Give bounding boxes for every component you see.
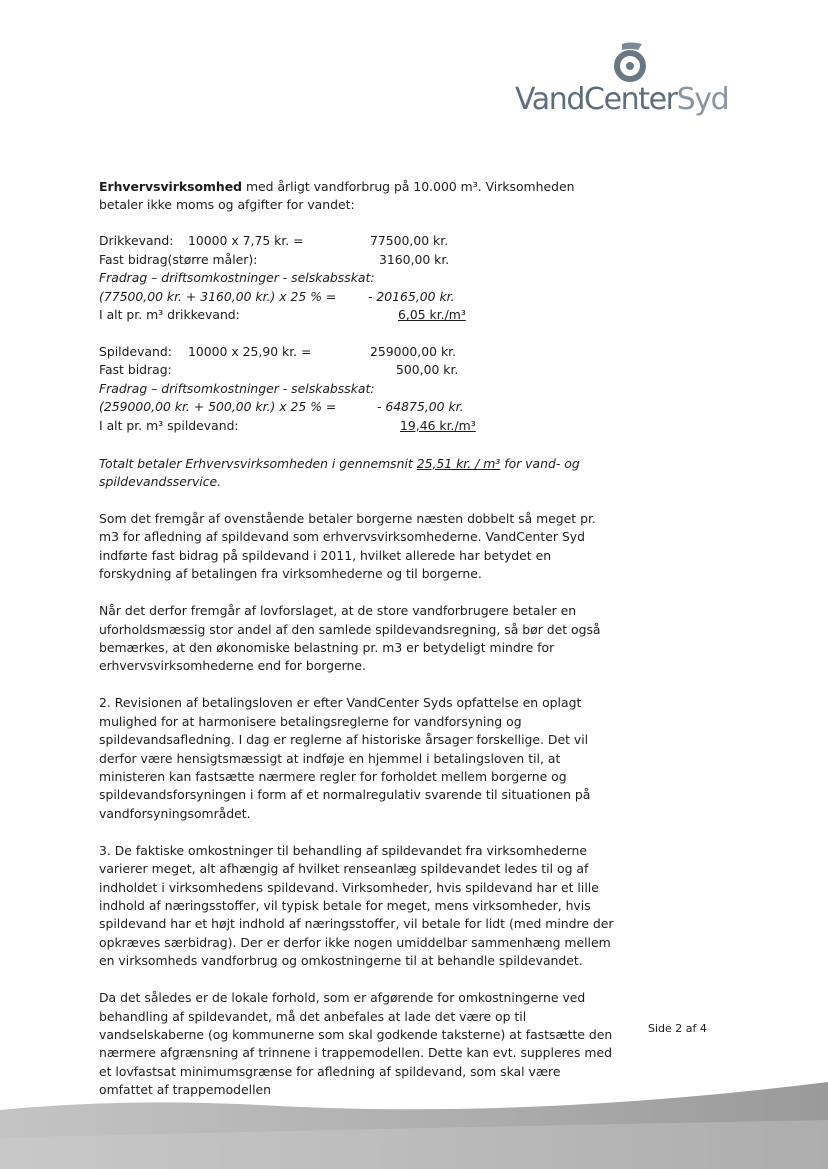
body-paragraph: Da det således er de lokale forhold, som er afgørende for omkostningerne ved behandling af spildevandet, må det anbefales at lade det være op til vandselskaberne (og kommunerne som skal godkende taksterne) at fastsætte den nærmere afgrænsning af trinnene i trappemodellen. Dette kan evt. suppleres med et lovfastsat minimumsgrænse for afledning af spildevand, som skal være omfattet af trappemodellen [99,990,613,1098]
body-paragraph: Når det derfor fremgår af lovforslaget, at de store vandforbrugere betaler en uforholdsmæssig stor andel af den samlede spildevandsregning, så bør det også bemærkes, at den økonomiske belastning pr. m3 er betydeligt mindre for erhvervsvirksomhederne end for borgerne. [99,603,601,674]
drikke-value: 77500,00 kr. [370,233,449,249]
body-paragraph: 2. Revisionen af betalingsloven er efter VandCenter Syds opfattelse en oplagt mulighed for at harmonisere betalingsreglerne for vandforsyning og spildevandsafledning. I dag er reglerne af historiske årsager forskellige. Det vil derfor være hensigtsmæssigt at indføje en hjemmel i betalingsloven til, at ministeren kan fastsætte nærmere regler for forholdet mellem borgerne og spildevandsforsyningen i form af et normalregulativ svarende til situationen på vandforsyningsområdet. [99,695,591,821]
page-number: Side 2 af 4 [648,1022,707,1035]
spilde-deduction-value: - 64875,00 kr. [377,399,464,415]
body-paragraph: Som det fremgår af ovenstående betaler borgerne næsten dobbelt så meget pr. m3 for afledning af spildevand som erhvervsvirksomhederne. VandCenter Syd indførte fast bidrag på spildevand i 2011, hvilket allerede har betydet en forskydning af betalingen fra virksomhederne og til borgerne. [99,510,596,582]
drikke-calc: 10000 x 7,75 kr. = [188,233,304,249]
spilde-label: Spildevand: [99,343,172,359]
drikke-deduction-label: Fradrag – driftsomkostninger - selskabsskat: [99,270,375,286]
drikke-total-value: 6,05 kr./m³ [398,306,466,322]
spildevand-calculation [99,344,614,436]
spilde-total-label: I alt pr. m³ spildevand: [99,417,239,433]
logo-wordmark [515,82,728,117]
spilde-value: 259000,00 kr. [370,343,457,359]
total-statement [99,455,614,492]
total-text-after: for vand- og spildevandsservice. [99,455,580,489]
spilde-calc: 10000 x 25,90 kr. = [188,343,312,359]
intro-bold-term: Erhvervsvirksomhed [99,179,243,194]
drikke-total-label: I alt pr. m³ drikkevand: [99,306,240,322]
drikke-fixed-value: 3160,00 kr. [379,251,450,267]
spilde-deduction-label: Fradrag – driftsomkostninger - selskabsskat: [99,380,375,396]
logo-symbol-icon [608,42,652,82]
letter-body [99,178,614,1118]
total-text-before: Totalt betaler Erhvervsvirksomheden i gennemsnit [99,455,417,471]
drikke-deduction-calc: (77500,00 kr. + 3160,00 kr.) x 25 % = [99,288,337,304]
drikke-label: Drikkevand: [99,233,174,249]
spilde-fixed-value: 500,00 kr. [396,362,459,378]
drikkevand-calculation [99,233,614,325]
drikke-fixed-label: Fast bidrag(større måler): [99,251,258,267]
intro-text: med årligt vandforbrug på 10.000 m³. Virksomheden betaler ikke moms og afgifter for vandet: [99,179,575,213]
spilde-deduction-calc: (259000,00 kr. + 500,00 kr.) x 25 % = [99,399,337,415]
intro-paragraph [99,178,614,215]
company-logo [515,42,755,122]
footer-swoosh-decoration [0,1080,828,1169]
logo-name-suffix: Syd [676,82,729,117]
total-amount: 25,51 kr. / m³ [416,455,501,471]
logo-name-main: VandCenter [515,82,677,117]
spilde-fixed-label: Fast bidrag: [99,362,172,378]
drikke-deduction-value: - 20165,00 kr. [368,288,455,304]
spilde-total-value: 19,46 kr./m³ [400,417,476,433]
body-paragraph: 3. De faktiske omkostninger til behandling af spildevandet fra virksomhederne varierer meget, alt afhængig af hvilket renseanlæg spildevandet ledes til og af indholdet i virksomhedens spildevand. Virksomheder, hvis spildevand har et lille indhold af næringsstoffer, vil typisk betale for meget, mens virksomheder, hvis spildevand har et højt indhold af næringsstoffer, vil betale for lidt (med mindre der opkræves særbidrag). Der er derfor ikke nogen umiddelbar sammenhæng mellem en virksomheds vandforbrug og omkostningerne til at behandle spildevandet. [99,842,614,969]
